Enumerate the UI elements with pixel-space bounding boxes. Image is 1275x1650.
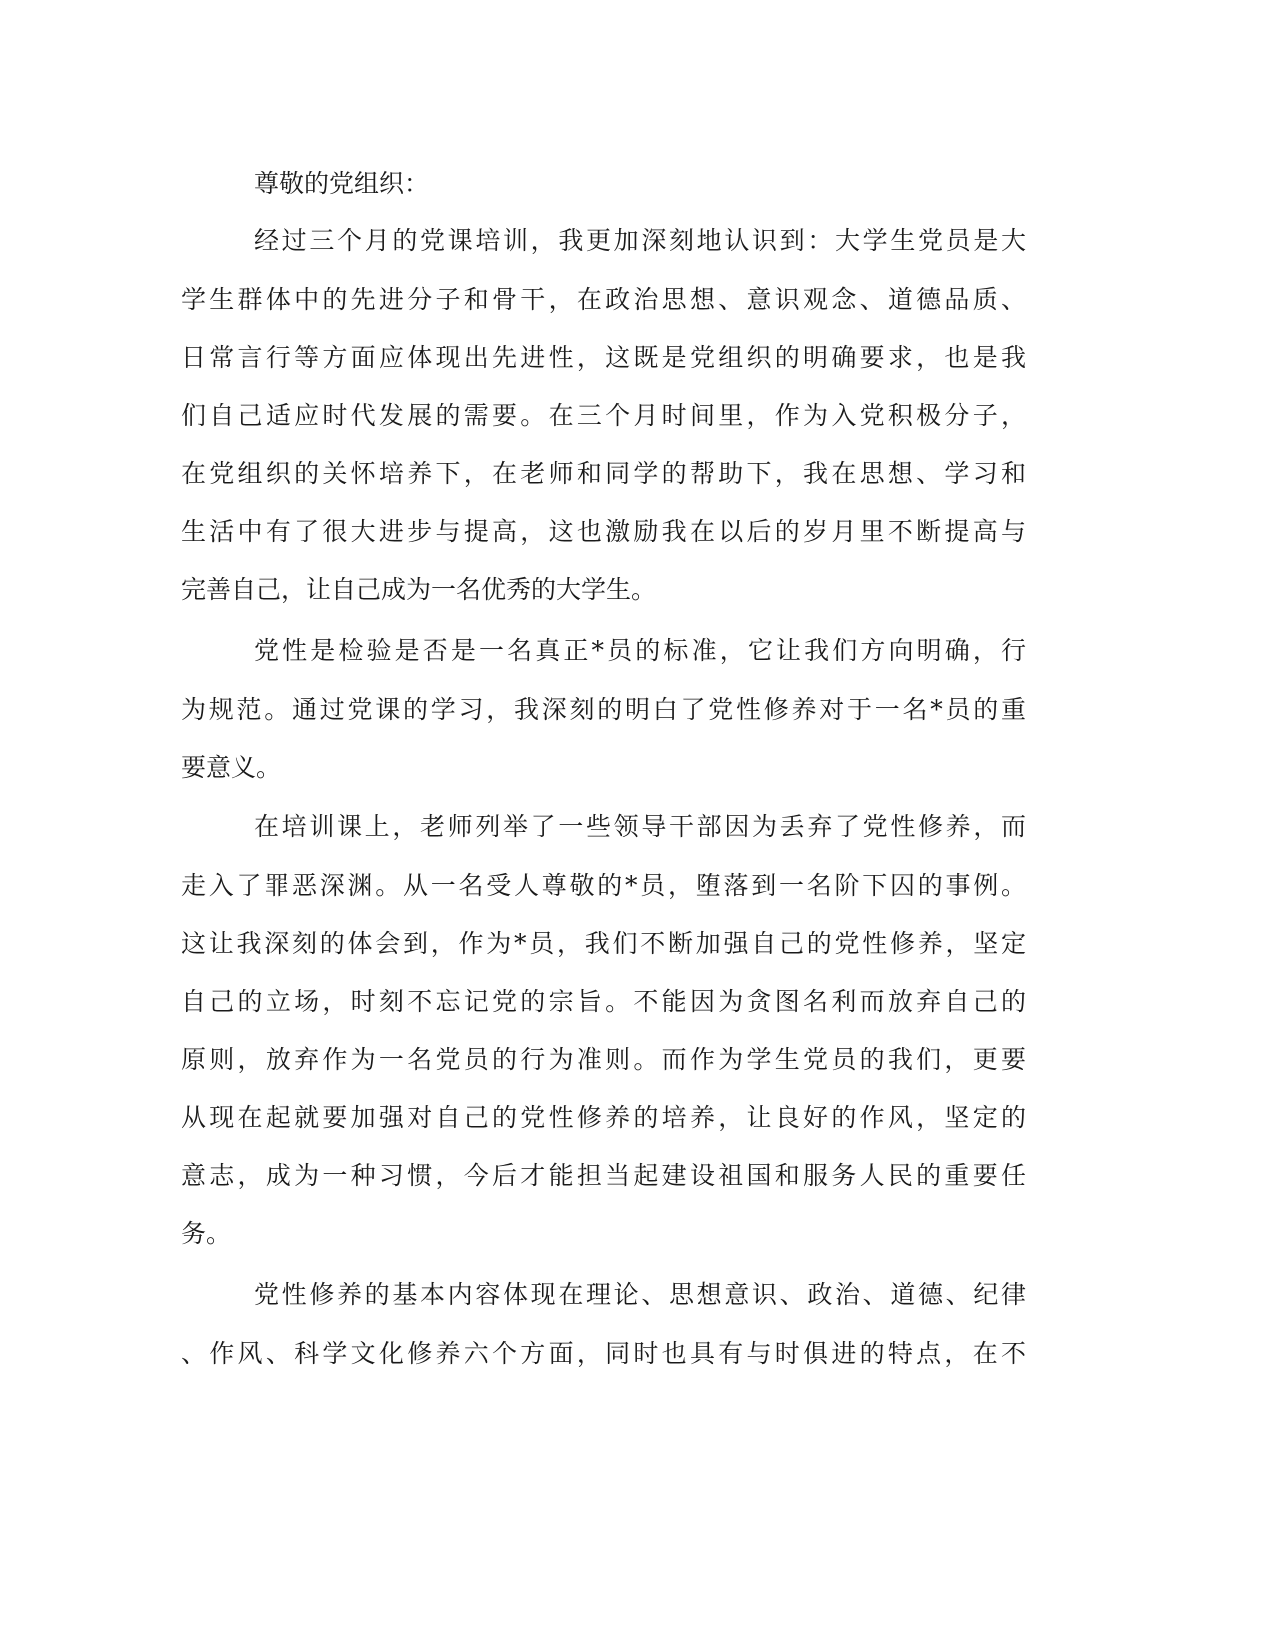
- paragraph-3-line-1: 在培训课上，老师列举了一些领导干部因为丢弃了党性修养，而: [254, 812, 1026, 841]
- paragraph-2-line-1: 党性是检验是否是一名真正*员的标准，它让我们方向明确，行: [254, 636, 1026, 665]
- paragraph-1-line-6: 生活中有了很大进步与提高，这也激励我在以后的岁月里不断提高与: [181, 517, 1026, 546]
- paragraph-3-line-5: 原则，放弃作为一名党员的行为准则。而作为学生党员的我们，更要: [181, 1045, 1026, 1074]
- paragraph-3-line-3: 这让我深刻的体会到，作为*员，我们不断加强自己的党性修养，坚定: [181, 929, 1026, 958]
- paragraph-2-line-2: 为规范。通过党课的学习，我深刻的明白了党性修养对于一名*员的重: [181, 695, 1026, 724]
- paragraph-1-line-7: 完善自己，让自己成为一名优秀的大学生。: [181, 575, 657, 604]
- paragraph-1-line-1: 经过三个月的党课培训，我更加深刻地认识到：大学生党员是大: [254, 226, 1026, 255]
- paragraph-4-line-2: 、作风、科学文化修养六个方面，同时也具有与时俱进的特点，在不: [181, 1339, 1026, 1368]
- paragraph-1-line-5: 在党组织的关怀培养下，在老师和同学的帮助下，我在思想、学习和: [181, 459, 1026, 488]
- paragraph-3-line-7: 意志，成为一种习惯，今后才能担当起建设祖国和服务人民的重要任: [181, 1161, 1026, 1190]
- paragraph-3-line-2: 走入了罪恶深渊。从一名受人尊敬的*员，堕落到一名阶下囚的事例。: [181, 871, 1026, 900]
- paragraph-3-line-8: 务。: [181, 1219, 232, 1248]
- paragraph-3-line-6: 从现在起就要加强对自己的党性修养的培养，让良好的作风，坚定的: [181, 1103, 1026, 1132]
- paragraph-1-line-4: 们自己适应时代发展的需要。在三个月时间里，作为入党积极分子，: [181, 401, 1026, 430]
- salutation: 尊敬的党组织：: [254, 169, 430, 198]
- paragraph-4-line-1: 党性修养的基本内容体现在理论、思想意识、政治、道德、纪律: [254, 1280, 1026, 1309]
- paragraph-3-line-4: 自己的立场，时刻不忘记党的宗旨。不能因为贪图名利而放弃自己的: [181, 987, 1026, 1016]
- paragraph-1-line-3: 日常言行等方面应体现出先进性，这既是党组织的明确要求，也是我: [181, 343, 1026, 372]
- paragraph-2-line-3: 要意义。: [181, 753, 282, 782]
- paragraph-1-line-2: 学生群体中的先进分子和骨干，在政治思想、意识观念、道德品质、: [181, 285, 1026, 314]
